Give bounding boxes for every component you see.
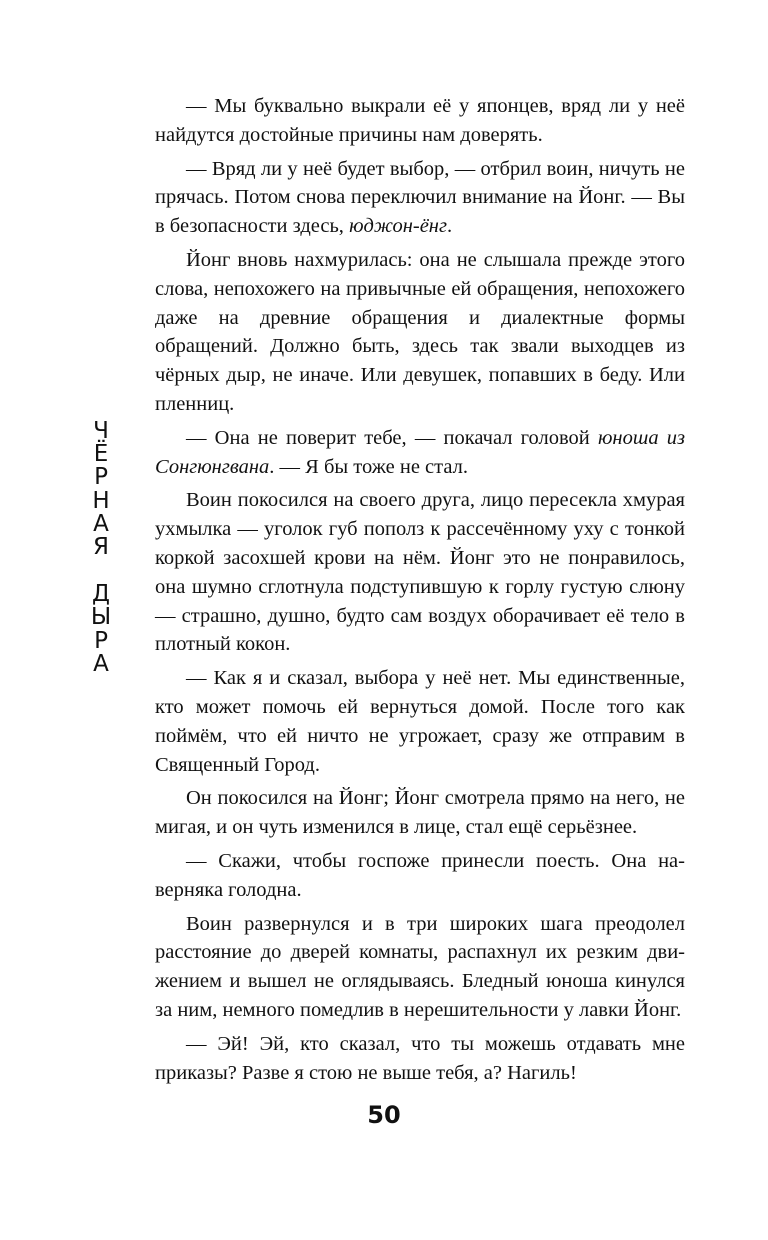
running-title-letter: Р (94, 464, 108, 491)
running-title-letter: Я (93, 534, 109, 561)
text-run: Воин развернулся и в три широких шага преодолел расстояние до дверей комнаты, распахнул их резким движением и вышел не оглядываясь. Бледный юноша кинулся за ним, немного помедлив в нерешительности у лавки Йонг. (155, 912, 685, 1021)
text-run: — Она не поверит тебе, — покачал головой (186, 426, 598, 449)
page-number: 50 (367, 1101, 401, 1129)
body-text (155, 92, 685, 1092)
text-run: Воин покосился на своего друга, лицо пересекла хмурая ухмылка — уголок губ пополз к рассечённому уху с тонкой коркой засохшей крови на нём. Йонг это не понравилось, она шумно сглотнула подступившую к горлу густую слюну — страшно, душно, будто сам воздух оборачивает её тело в плотный кокон. (155, 489, 685, 656)
paragraph (155, 424, 685, 482)
text-run: — Вряд ли у неё будет выбор, — отбрил воин, ничуть не прячась. Потом снова переключил внимание на Йонг. — Вы в безопасности здесь, (155, 157, 685, 238)
running-title-letter: Ч (93, 418, 109, 444)
paragraph (155, 486, 685, 659)
running-title-letter: Ы (90, 604, 112, 631)
text-run: — Мы буквально выкрали её у японцев, вряд ли у неё найдутся достойные причины нам доверять. (155, 95, 685, 146)
running-title-letter: Ё (93, 441, 109, 468)
running-title-letter: Н (92, 487, 110, 514)
running-title-letter: А (93, 510, 109, 537)
text-run: Он покосился на Йонг; Йонг смотрела прямо на него, не мигая, и он чуть изменился в лице, стал ещё серьёзнее. (155, 787, 685, 839)
paragraph (155, 847, 685, 905)
italic-phrase: юноша из Сонгюнгвана (155, 426, 685, 478)
paragraph (155, 910, 685, 1025)
paragraph (155, 155, 685, 241)
text-run: — Как я и сказал, выбора у неё нет. Мы единственные, кто может помочь ей вернуться домой. После того как поймём, что ей ничто не угрожает, сразу же отправим в Священный Город. (155, 667, 685, 776)
paragraph (155, 664, 685, 779)
paragraph (155, 784, 685, 842)
text-run: . — Я бы тоже не стал. (269, 455, 468, 478)
paragraph (155, 1030, 685, 1088)
running-title-letter: А (93, 650, 109, 677)
paragraph (155, 92, 685, 150)
text-run: Йонг вновь нахмурилась: она не слышала прежде этого слова, непохожего на привычные ей обращения, непохожего даже на древние обращения и диалектные формы обращений. Должно быть, здесь так звали выходцев из чёрных дыр, не иначе. Или девушек, попавших в беду. Или пленниц. (155, 248, 685, 415)
paragraph (155, 246, 685, 419)
running-title-letter: Р (94, 627, 108, 654)
running-title-letter: Д (92, 581, 110, 608)
italic-phrase: юджон-ёнг (349, 215, 447, 238)
text-run: . (446, 215, 453, 238)
running-title (84, 420, 118, 676)
text-run: — Скажи, чтобы госпоже принесли поесть. Она наверняка голодна. (155, 849, 685, 901)
text-run: — Эй! Эй, кто сказал, что ты можешь отдавать мне приказы? Разве я стою не выше тебя, а? Нагиль! (155, 1032, 685, 1084)
